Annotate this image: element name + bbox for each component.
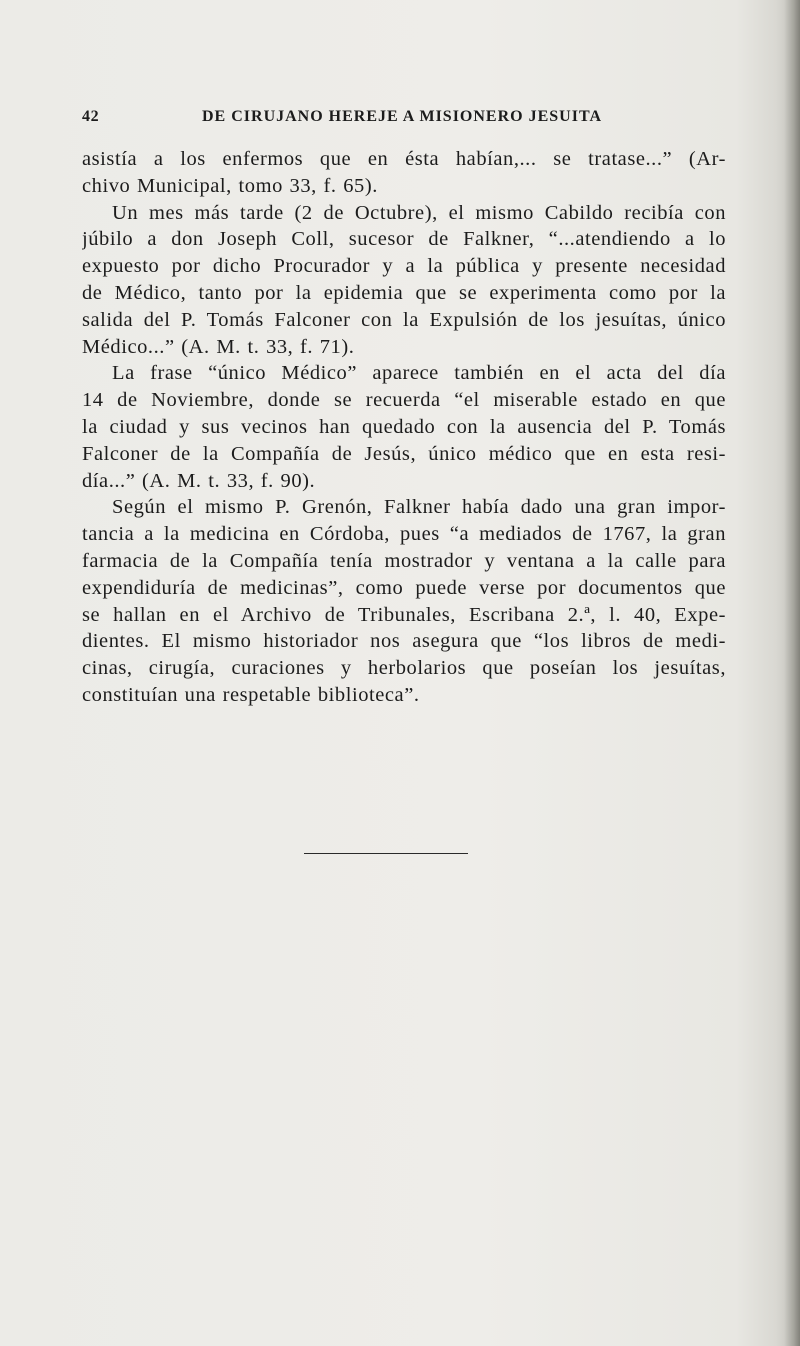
section-divider <box>304 853 468 854</box>
text-line: constituían una respetable biblioteca”. <box>82 683 420 706</box>
text-line: 14 de Noviembre, donde se recuerda “el miserable estado en que <box>82 389 726 412</box>
text-line: tancia a la medicina en Córdoba, pues “a mediados de 1767, la gran <box>82 523 726 546</box>
text-line: expendiduría de medicinas”, como puede verse por documentos que <box>82 576 726 599</box>
text-line: expuesto por dicho Procurador y a la pública y presente necesidad <box>82 255 726 278</box>
text-line: dientes. El mismo historiador nos asegura que “los libros de medi- <box>82 630 726 653</box>
text-line: Médico...” (A. M. t. 33, f. 71). <box>82 335 355 358</box>
text-line: júbilo a don Joseph Coll, sucesor de Falkner, “...atendiendo a lo <box>82 228 726 251</box>
body-text <box>82 146 726 709</box>
text-line: se hallan en el Archivo de Tribunales, Escribana 2.ª, l. 40, Expe- <box>82 603 726 626</box>
text-line: salida del P. Tomás Falconer con la Expulsión de los jesuítas, único <box>82 308 726 331</box>
text-line: asistía a los enfermos que en ésta habían,... se tratase...” (Ar- <box>82 148 726 170</box>
text-line: de Médico, tanto por la epidemia que se experimenta como por la <box>82 281 726 304</box>
text-line: Un mes más tarde (2 de Octubre), el mismo Cabildo recibía con <box>112 201 726 224</box>
text-line: la ciudad y sus vecinos han quedado con la ausencia del P. Tomás <box>82 415 726 438</box>
text-line: La frase “único Médico” aparece también en el acta del día <box>112 362 726 385</box>
text-line: farmacia de la Compañía tenía mostrador y ventana a la calle para <box>82 549 726 572</box>
text-line: cinas, cirugía, curaciones y herbolarios que poseían los jesuítas, <box>82 657 726 680</box>
running-title: DE CIRUJANO HEREJE A MISIONERO JESUITA <box>202 108 602 125</box>
text-line: Según el mismo P. Grenón, Falkner había dado una gran impor- <box>112 496 726 519</box>
page-edge-shadow <box>784 0 800 1346</box>
page-number: 42 <box>82 108 100 125</box>
text-line: chivo Municipal, tomo 33, f. 65). <box>82 174 378 197</box>
text-line: día...” (A. M. t. 33, f. 90). <box>82 469 316 492</box>
page-header <box>82 108 722 132</box>
text-line: Falconer de la Compañía de Jesús, único médico que en esta resi- <box>82 442 726 465</box>
